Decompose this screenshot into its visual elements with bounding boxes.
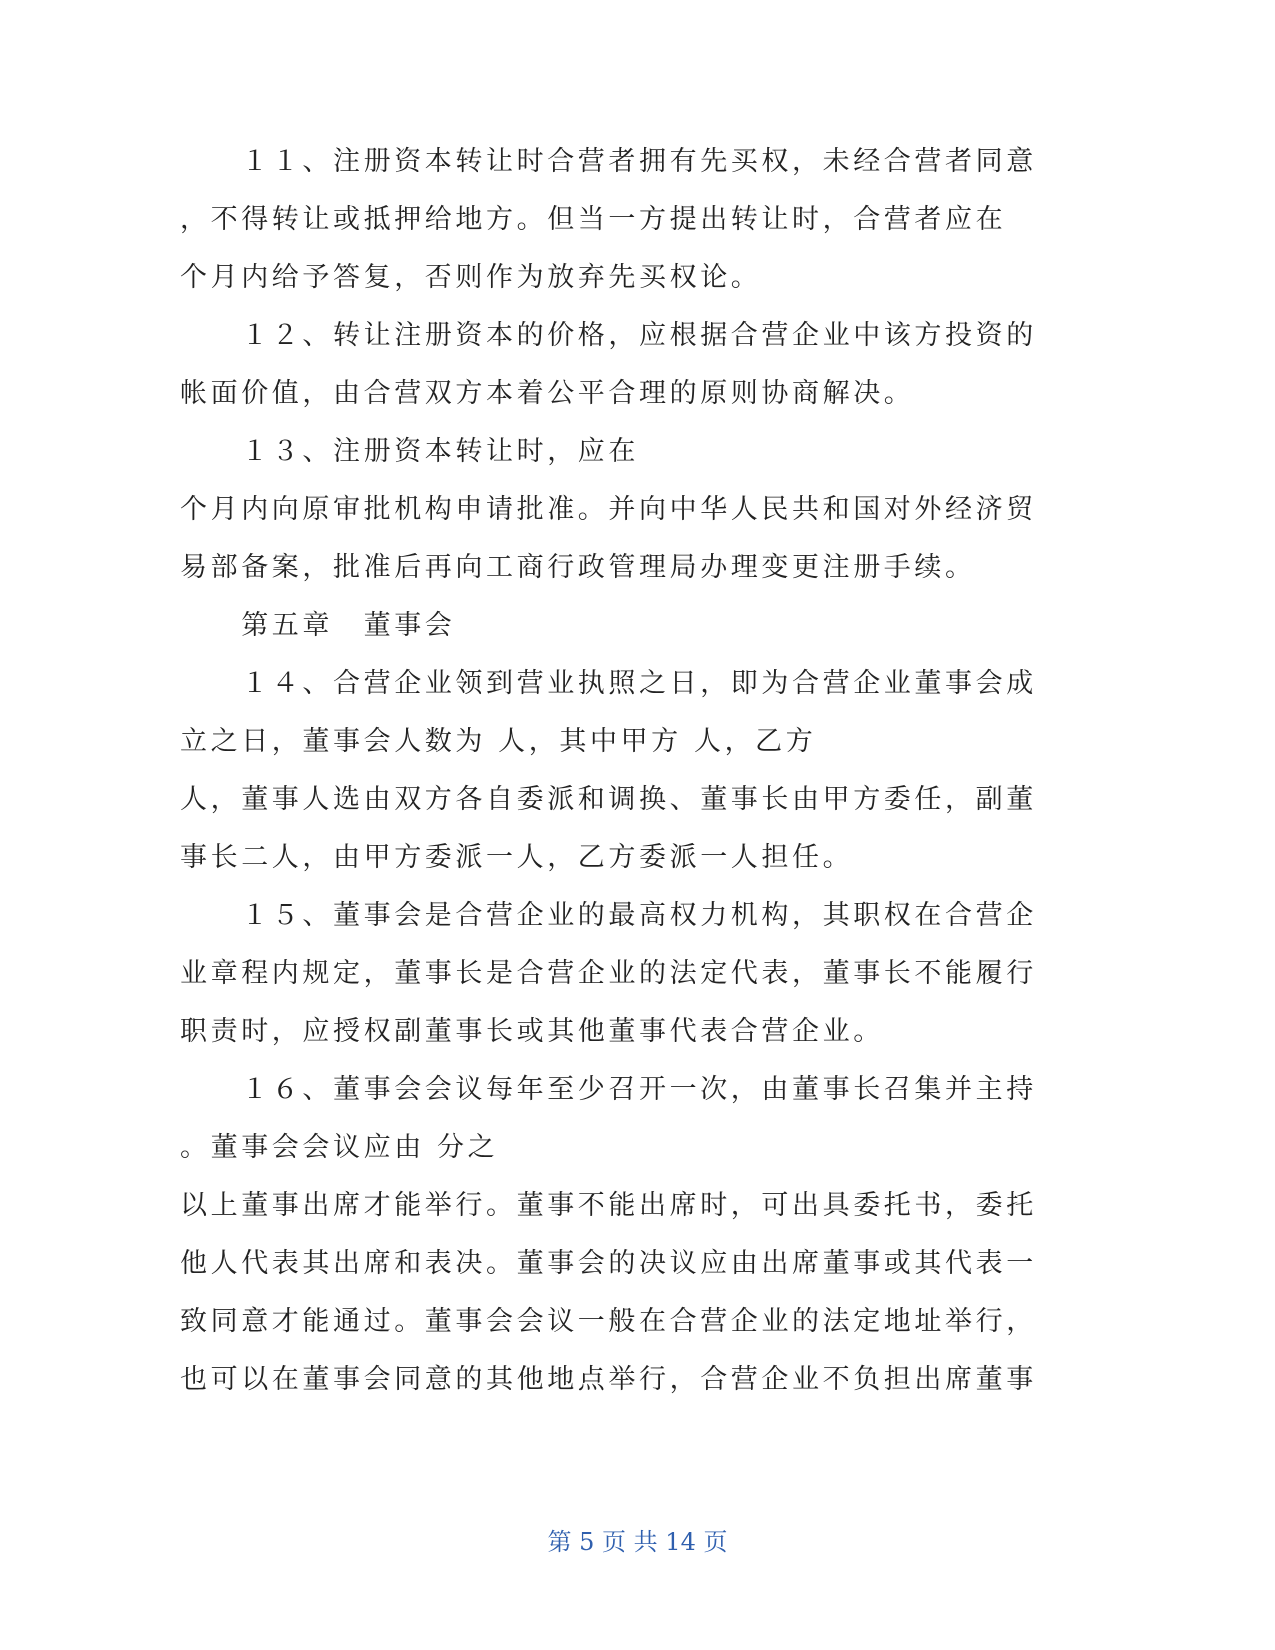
text-line: 个月内给予答复，否则作为放弃先买权论。: [180, 262, 762, 293]
text-line: 致同意才能通过。董事会会议一般在合营企业的法定地址举行，: [180, 1306, 1037, 1337]
text-line: １３、注册资本转让时，应在: [180, 436, 639, 467]
text-line: １１、注册资本转让时合营者拥有先买权，未经合营者同意: [180, 146, 1037, 177]
text-line: １２、转让注册资本的价格，应根据合营企业中该方投资的: [180, 320, 1037, 351]
text-line: 也可以在董事会同意的其他地点举行，合营企业不负担出席董事: [180, 1364, 1037, 1395]
text-line: 个月内向原审批机构申请批准。并向中华人民共和国对外经济贸: [180, 494, 1037, 525]
text-line: ，不得转让或抵押给地方。但当一方提出转让时，合营者应在: [180, 204, 1007, 235]
text-line: １４、合营企业领到营业执照之日，即为合营企业董事会成: [180, 668, 1037, 699]
text-line: 他人代表其出席和表决。董事会的决议应由出席董事或其代表一: [180, 1248, 1037, 1279]
text-line: 易部备案，批准后再向工商行政管理局办理变更注册手续。: [180, 552, 976, 583]
page-number-footer: 第 5 页 共 14 页: [547, 1528, 728, 1556]
text-line: 人，董事人选由双方各自委派和调换、董事长由甲方委任，副董: [180, 784, 1037, 815]
text-line: 业章程内规定，董事长是合营企业的法定代表，董事长不能履行: [180, 958, 1037, 989]
text-line: 立之日，董事会人数为 人，其中甲方 人，乙方: [180, 726, 817, 757]
text-line: １６、董事会会议每年至少召开一次，由董事长召集并主持: [180, 1074, 1037, 1105]
text-line: 事长二人，由甲方委派一人，乙方委派一人担任。: [180, 842, 854, 873]
text-line: １５、董事会是合营企业的最高权力机构，其职权在合营企: [180, 900, 1037, 931]
text-line: 以上董事出席才能举行。董事不能出席时，可出具委托书，委托: [180, 1190, 1037, 1221]
chapter-heading: 第五章 董事会: [180, 610, 456, 641]
text-line: 。董事会会议应由 分之: [180, 1132, 499, 1163]
text-line: 帐面价值，由合营双方本着公平合理的原则协商解决。: [180, 378, 915, 409]
text-line: 职责时，应授权副董事长或其他董事代表合营企业。: [180, 1016, 884, 1047]
